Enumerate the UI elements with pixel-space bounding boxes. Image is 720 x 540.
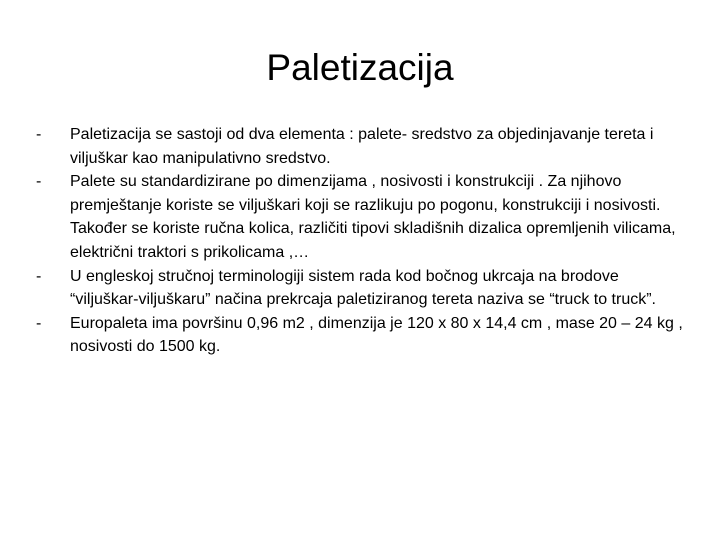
bullet-item — [36, 312, 686, 359]
bullet-dash-icon: - — [36, 126, 42, 143]
bullet-item — [36, 170, 686, 264]
bullet-item — [36, 265, 686, 312]
bullet-list — [36, 123, 686, 359]
bullet-dash-icon: - — [36, 173, 42, 191]
bullet-text: Paletizacija se sastoji od dva elementa : palete- sredstvo za objedinjavanje tereta i viljuškar kao manipulativno sredstvo. — [70, 126, 654, 167]
bullet-text: Europaleta ima površinu 0,96 m2 , dimenzija je 120 x 80 x 14,4 cm , mase 20 – 24 kg , nosivosti do 1500 kg. — [70, 314, 683, 356]
bullet-item — [36, 123, 686, 170]
bullet-dash-icon: - — [36, 267, 42, 285]
bullet-text: U engleskoj stručnoj terminologiji sistem rada kod bočnog ukrcaja na brodove “viljuškar-viljuškaru” načina prekrcaja paletiziranog tereta naziva se “truck to truck”. — [70, 267, 656, 309]
slide-title: Paletizacija — [266, 47, 454, 88]
bullet-text: Palete su standardizirane po dimenzijama , nosivosti i konstrukciji . Za njihovo premještanje koriste se viljuškari koji se razlikuju po pogonu, konstrukciji i nosivosti. Također se koriste ručna kolica, različiti tipovi skladišnih dizalica opremljenih vilicama, električni traktori s prikolicama ,… — [70, 173, 676, 261]
bullet-dash-icon: - — [36, 314, 42, 332]
